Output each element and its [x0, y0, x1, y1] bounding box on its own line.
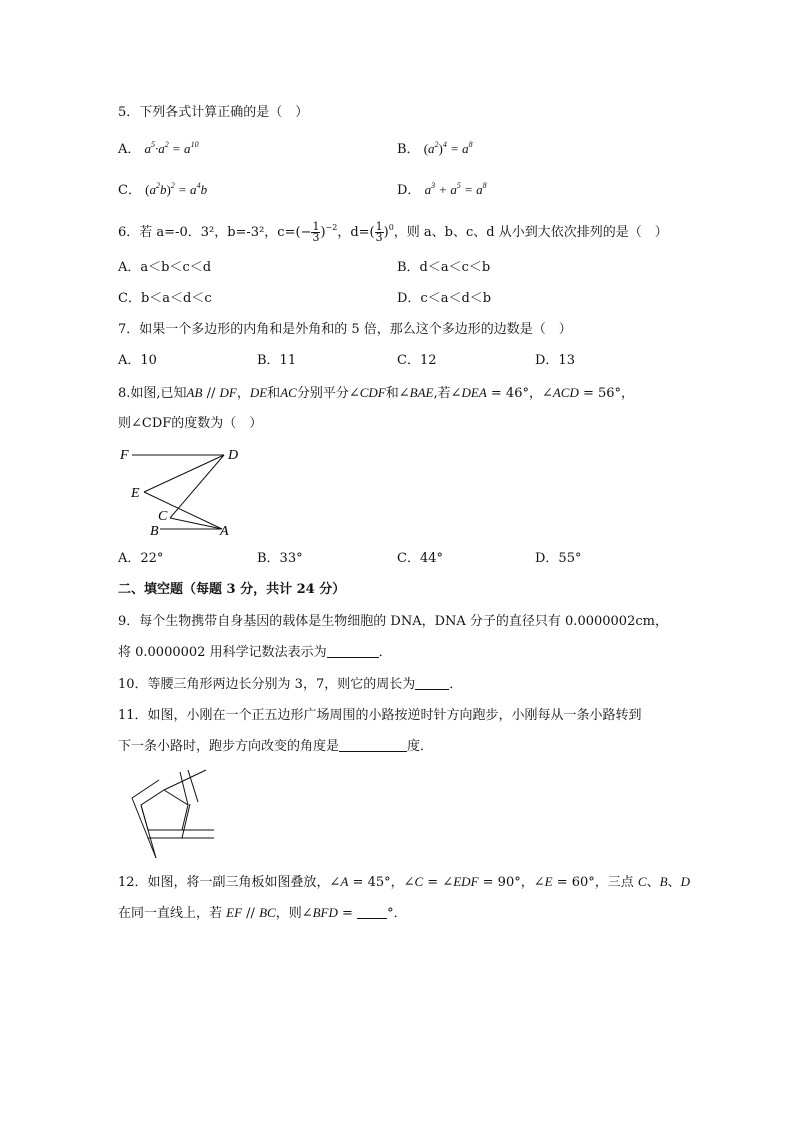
q8-option-a: A．22° [118, 551, 164, 566]
q12-line2-text: 在同一直线上，若 [118, 906, 223, 921]
q8-option-c: C．44° [397, 551, 443, 566]
q6-stem-part1: 6．若 a=-0．3²，b=-3²，c=( [118, 225, 301, 240]
q6-option-b: B．d＜a＜c＜b [397, 260, 491, 275]
q6-fraction-d [375, 222, 384, 243]
q6-stem: 6．若 a=-0．3²，b=-3²，c=(− $\frac{1}{3}$ )$^{-2}$，d=( $\frac{1}{3}$ )$^0$，则 a、b、c、d 从小到大依次排列的是（ ） [118, 220, 668, 244]
q9-line2 [118, 644, 392, 662]
q11-line2-text: 下一条小路时，跑步方向改变的角度是 [118, 739, 340, 754]
q10-end: ． [449, 677, 463, 692]
q11-pentagon-figure [118, 768, 218, 860]
q8-segment-de [144, 455, 224, 492]
q11-pentagon [141, 790, 188, 830]
q7-stem: 7．如果一个多边形的内角和是外角和的 5 倍，那么这个多边形的边数是（ ） [118, 322, 572, 337]
q6-option-d: D．c＜a＜d＜b [397, 291, 492, 306]
q11-line2 [118, 738, 433, 756]
q5-option-b-expression: $(a^2)^4 = a^8$ [423, 140, 473, 156]
q8-stem-line1: 8.如图,已知AB // DF，DE和AC分别平分∠CDF和∠BAE,若∠DEA = 46°，∠ACD = 56°， [118, 385, 635, 401]
q10-answer-blank[interactable] [415, 677, 449, 690]
q8-segment-dc [170, 455, 224, 518]
q7-option-a: A．10 [118, 353, 157, 368]
q6-fraction-c-den: 3 [312, 231, 320, 244]
q6-stem-part3: ，则 a、b、c、d 从小到大依次排列的是（ ） [393, 225, 668, 240]
q9-line1: 9．每个生物携带自身基因的载体是生物细胞的 DNA，DNA 分子的直径只有 0.0000002cm， [118, 614, 668, 629]
q11-road-right [180, 772, 188, 805]
q9-line2-end: ． [378, 645, 392, 660]
q5-option-a-expression: $a^5\cdot a^2 = a^{10}$ [144, 140, 199, 156]
q11-answer-blank[interactable] [339, 739, 407, 752]
section-2-title: 二、填空题（每题 3 分，共计 24 分） [118, 582, 346, 597]
q5-stem: 5．下列各式计算正确的是（ ） [118, 105, 309, 120]
q5-option-d-label: D． [397, 183, 421, 198]
q12-line1-text: 12．如图，将一副三角板如图叠放， [118, 875, 330, 890]
q9-answer-blank[interactable] [327, 645, 379, 658]
q5-option-b-label: B． [397, 142, 420, 157]
q11-line2-end: 度． [407, 739, 434, 754]
q5-option-b [397, 140, 473, 159]
q8-figure [118, 443, 248, 543]
q6-fraction-c-num: 1 [312, 220, 320, 233]
q6-option-a: A．a＜b＜c＜d [118, 260, 212, 275]
q11-road-top-right [164, 770, 206, 790]
q5-option-a-label: A． [118, 142, 141, 157]
q7-option-b: B．11 [257, 353, 297, 368]
q12-line2: 在同一直线上，若 EF // BC，则∠BFD = °． [118, 905, 407, 921]
q11-road-bottom-right-b [182, 804, 190, 838]
q8-option-b: B．33° [257, 551, 303, 566]
q8-label-c: C [158, 509, 168, 524]
q10-text: 10．等腰三角形两边长分别为 3，7，则它的周长为 [118, 677, 416, 692]
q7-option-d: D．13 [535, 353, 575, 368]
q7-option-c: C．12 [397, 353, 437, 368]
q6-fraction-d-num: 1 [375, 220, 383, 233]
q8-option-d: D．55° [535, 551, 582, 566]
q12-end: °． [387, 906, 407, 921]
q11-road-left [141, 805, 148, 830]
q8-label-e: E [131, 486, 140, 501]
q5-option-d-expression: $a^3 + a^5 = a^8$ [424, 181, 487, 197]
q11-line1: 11．如图，小刚在一个正五边形广场周围的小路按逆时针方向跑步，小刚每从一条小路转到 [118, 708, 642, 723]
q6-fraction-c [311, 222, 320, 243]
q11-road-left-b [132, 798, 156, 858]
q6-option-c: C．b＜a＜d＜c [118, 291, 212, 306]
q8-label-a: A [220, 524, 229, 539]
q6-fraction-d-den: 3 [375, 231, 383, 244]
q12-answer-blank[interactable] [357, 906, 387, 919]
q8-stem-line2: 则∠CDF的度数为（ ） [118, 416, 263, 431]
q5-option-c [118, 181, 207, 200]
q10-line [118, 676, 462, 694]
q9-line2-text: 将 0.0000002 用科学记数法表示为 [118, 645, 327, 660]
q8-label-b: B [150, 524, 159, 539]
q8-segment-ca [170, 518, 222, 529]
q5-option-c-expression: $(a^2b)^2 = a^4b$ [145, 181, 208, 197]
q5-option-c-label: C． [118, 183, 141, 198]
q5-option-d [397, 181, 487, 200]
q6-stem-part2: ，d=( [337, 225, 375, 240]
q8-label-d: D [228, 448, 239, 463]
q5-option-a [118, 140, 199, 159]
q8-label-f: F [120, 448, 129, 463]
q12-line1: 12．如图，将一副三角板如图叠放，∠A = 45°，∠C = ∠EDF = 90°，∠E = 60°，三点 C、B、D [118, 874, 690, 890]
q11-road-top-right-b [132, 780, 159, 798]
